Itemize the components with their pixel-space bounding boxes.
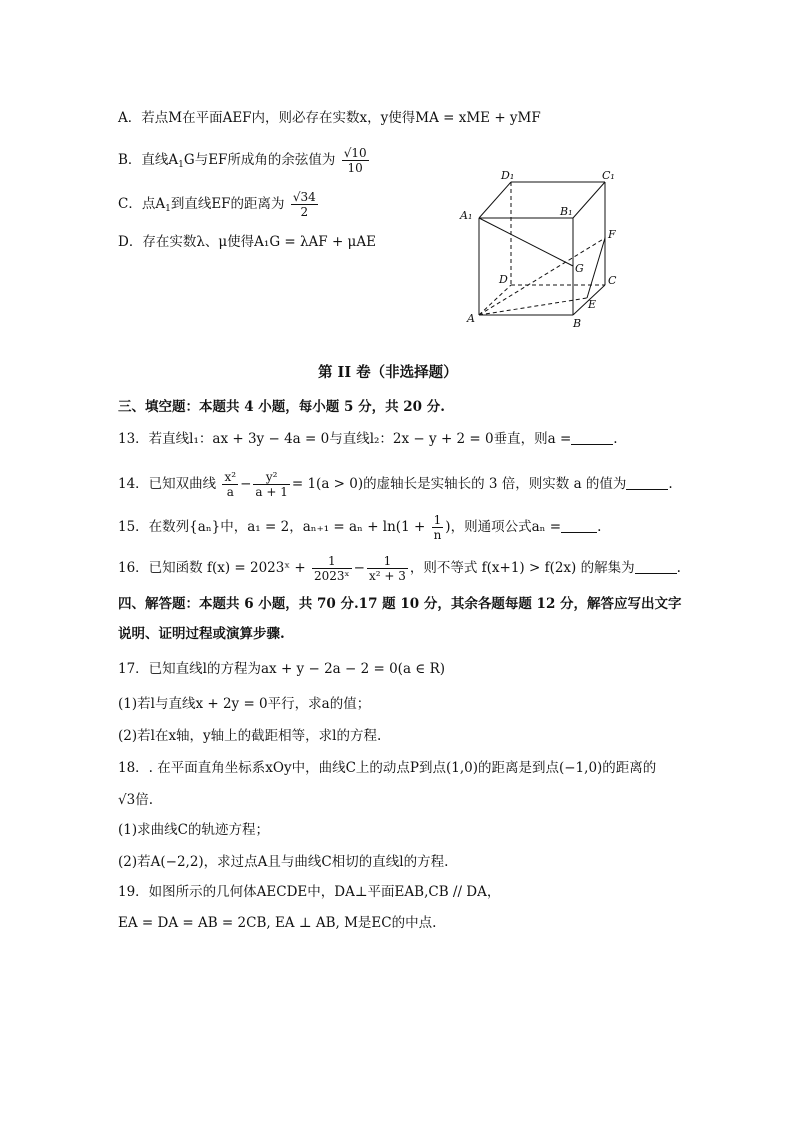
question-13-period: .: [613, 431, 618, 447]
question-16-frac-1-den: 2023ˣ: [314, 569, 350, 583]
option-b-text: G与EF所成角的余弦值为: [183, 152, 336, 168]
label-f: F: [608, 228, 616, 241]
option-c-prefix: C．点A: [118, 196, 166, 212]
section-ii-title: 第 II 卷（非选择题）: [318, 364, 458, 381]
edge-b1c1: [573, 182, 605, 218]
segment-af: [479, 238, 605, 315]
question-16-post: ，则不等式 f(x+1) > f(2x) 的解集为: [409, 560, 635, 576]
question-14-frac-1: [222, 470, 238, 499]
option-a: A．若点M在平面AEF内，则必存在实数x，y使得MA = xME + yMF: [118, 110, 541, 126]
question-15-frac-den: n: [433, 528, 442, 542]
label-b: B: [573, 317, 582, 330]
option-b: [118, 146, 371, 175]
label-d1: D₁: [501, 170, 515, 182]
label-b1: B₁: [560, 205, 573, 218]
option-b-subscript: 1: [178, 160, 184, 170]
question-14-frac-2: [253, 470, 289, 499]
section-4-title-line-2: 说明、证明过程或演算步骤.: [118, 626, 285, 642]
question-17: 17．已知直线l的方程为ax + y − 2a − 2 = 0(a ∈ R): [118, 661, 445, 677]
question-14-pre: 14．已知双曲线: [118, 476, 217, 492]
question-18-part-2: (2)若A(−2,2)，求过点A且与曲线C相切的直线l的方程.: [118, 854, 449, 870]
label-a1: A₁: [460, 209, 473, 222]
question-18-line-1: 18．. 在平面直角坐标系xOy中，曲线C上的动点P到点(1,0)的距离是到点(−1,0)的距离的: [118, 760, 657, 776]
edge-ad: [479, 285, 511, 315]
question-15: [118, 513, 601, 542]
question-14-post: = 1(a > 0)的虚轴长是实轴长的 3 倍，则实数 a 的值为: [291, 476, 627, 492]
question-14-frac-1-num: x²: [224, 470, 237, 484]
question-14-blank: [626, 475, 668, 490]
label-e: E: [588, 298, 597, 311]
question-16-minus: −: [353, 560, 365, 576]
segment-ae: [479, 298, 587, 315]
section-4-title-line-1: 四、解答题：本题共 6 小题，共 70 分.17 题 10 分，其余各题每题 12 分，解答应写出文字: [118, 596, 682, 612]
question-14-minus: −: [240, 476, 252, 492]
question-13-text: 13．若直线l₁：ax + 3y − 4a = 0与直线l₂：2x − y + 2 = 0垂直，则a =: [118, 431, 572, 447]
cube-figure: [455, 170, 630, 335]
option-c-denominator: 2: [300, 205, 309, 219]
label-a: A: [467, 312, 475, 325]
option-b-prefix: B．直线A: [118, 152, 179, 168]
question-16-frac-1: [312, 554, 352, 583]
option-c-text: 到直线EF的距离为: [170, 196, 285, 212]
question-16-blank: [635, 559, 677, 574]
question-14: [118, 470, 673, 499]
question-17-part-1: (1)若l与直线x + 2y = 0平行，求a的值；: [118, 696, 371, 712]
question-16-frac-1-num: 1: [312, 554, 352, 569]
segment-a1g: [479, 218, 573, 266]
option-d: D．存在实数λ、μ使得A₁G = λAF + μAE: [118, 234, 376, 250]
question-19-line-1: 19．如图所示的几何体AECDE中，DA⊥平面EAB,CB // DA，: [118, 884, 501, 900]
question-17-part-2: (2)若l在x轴，y轴上的截距相等，求l的方程.: [118, 728, 382, 744]
question-14-frac-1-den: a: [226, 485, 234, 499]
question-19-line-2: EA = DA = AB = 2CB, EA ⊥ AB, M是EC的中点.: [118, 915, 437, 931]
label-c1: C₁: [602, 170, 615, 182]
label-g: G: [575, 262, 584, 275]
question-14-period: .: [668, 476, 673, 492]
label-c: C: [608, 274, 617, 287]
question-13: [118, 429, 618, 449]
question-14-frac-2-den: a + 1: [255, 485, 288, 499]
option-c-numerator: √34: [292, 190, 316, 204]
question-15-frac-num: 1: [432, 513, 444, 528]
question-15-blank: [561, 518, 597, 533]
question-16-pre: 16．已知函数 f(x) = 2023ˣ +: [118, 560, 306, 576]
option-c-fraction: [291, 190, 318, 219]
question-15-pre: 15．在数列{aₙ}中，a₁ = 2，aₙ₊₁ = aₙ + ln(1 +: [118, 519, 426, 535]
question-16: [118, 554, 681, 583]
option-b-numerator: √10: [343, 146, 367, 160]
question-15-period: .: [597, 519, 602, 535]
label-d: D: [499, 273, 508, 286]
section-3-title: 三、填空题：本题共 4 小题，每小题 5 分，共 20 分.: [118, 399, 445, 415]
question-16-frac-2: [367, 554, 408, 583]
question-16-frac-2-num: 1: [367, 554, 408, 569]
option-c: [118, 190, 320, 219]
question-16-frac-2-den: x² + 3: [368, 569, 406, 583]
option-c-subscript: 1: [165, 204, 171, 214]
question-16-period: .: [676, 560, 681, 576]
question-13-blank: [571, 430, 613, 445]
edge-a1d1: [479, 182, 511, 218]
question-15-post: )，则通项公式aₙ =: [445, 519, 562, 535]
option-b-fraction: [342, 146, 369, 175]
option-b-denominator: 10: [347, 161, 363, 175]
question-15-frac: [432, 513, 444, 542]
question-18-line-2: √3倍.: [118, 792, 153, 808]
question-18-part-1: (1)求曲线C的轨迹方程；: [118, 822, 269, 838]
question-14-frac-2-num: y²: [253, 470, 289, 485]
